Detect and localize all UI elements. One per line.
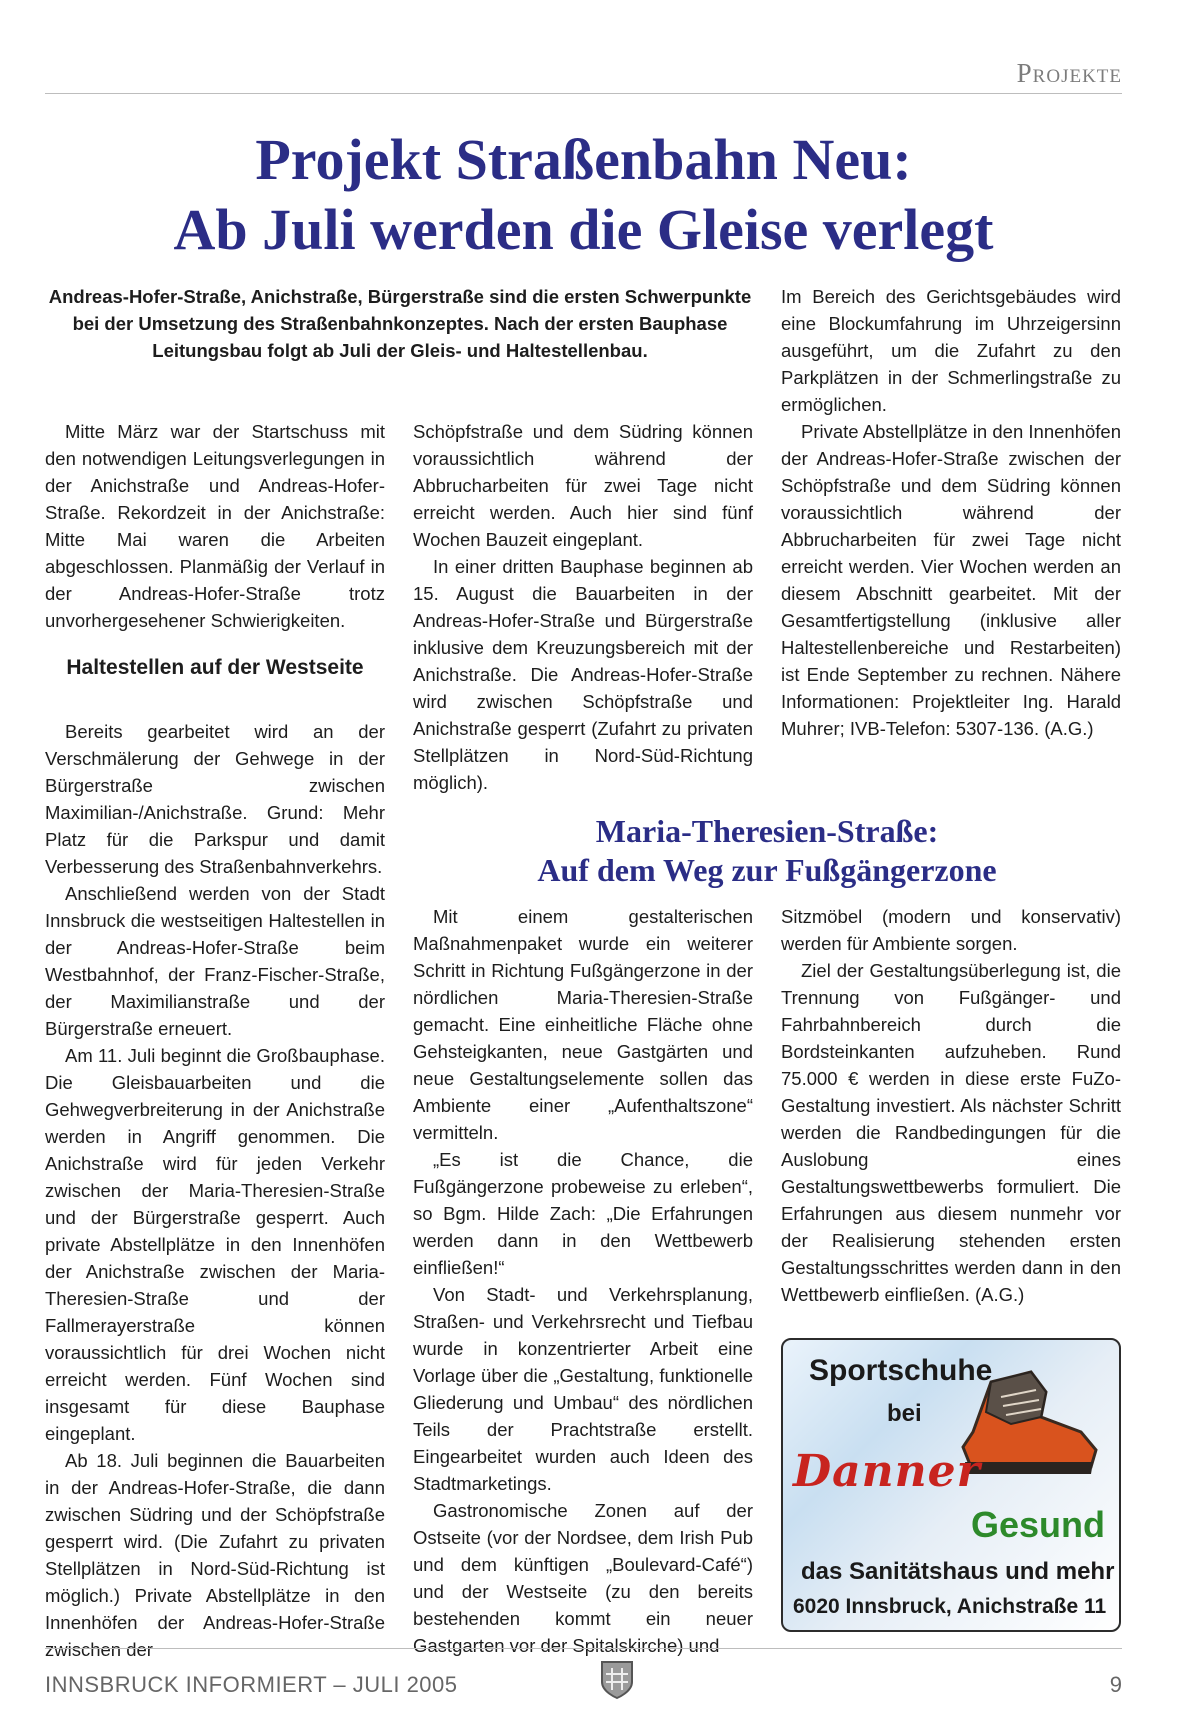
ad-brand-name: Danner: [793, 1446, 981, 1497]
paragraph: Anschließend werden von der Stadt Innsbruck die westseitigen Haltestellen in der Andreas-Hofer-Straße beim Westbahnhof, der Franz-Fischer-Straße, der Maximilianstraße und der Bürgerstraße erneuert.: [45, 883, 385, 1039]
article2-title-line1: Maria-Theresien-Straße:: [595, 813, 939, 849]
paragraph: Am 11. Juli beginnt die Großbauphase. Die Gleisbauarbeiten und die Gehwegverbreiterung in der Anichstraße werden in Angriff genommen. Die Anichstraße wird für jeden Verkehr zwischen der Maria-Theresien-Straße und der Bürgerstraße gesperrt. Auch private Abstellplätze in den Innenhöfen der Anichstraße zwischen der Maria-Theresien-Straße und der Fallmerayerstraße können voraussichtlich für drei Wochen nicht erreicht werden. Fünf Wochen sind insgesamt für diese Bauphase eingeplant.: [45, 1045, 385, 1444]
city-crest-icon: [600, 1660, 634, 1700]
ad-gesund: Gesund: [970, 1504, 1105, 1545]
subheading-haltestellen: Haltestellen auf der Westseite: [66, 656, 364, 679]
article1-column1-top: [45, 418, 385, 634]
paragraph: Ab 18. Juli beginnen die Bauarbeiten in der Andreas-Hofer-Straße, die dann zwischen Südring und der Schöpfstraße gesperrt wird. (Die Zufahrt zu privaten Stellplätzen in Nord-Süd-Richtung ist möglich.) Private Abstellplätze in den Innenhöfen der Andreas-Hofer-Straße zwischen der: [45, 1450, 385, 1660]
article1-column2: [413, 418, 753, 796]
article-lead: Andreas-Hofer-Straße, Anichstraße, Bürgerstraße sind die ersten Schwerpunkte bei der Umsetzung des Straßenbahnkonzeptes. Nach der ersten Bauphase Leitungsbau folgt ab Juli der Gleis- und Haltestellenbau.: [48, 286, 752, 361]
article2-column2: [781, 903, 1121, 1308]
paragraph: Von Stadt- und Verkehrsplanung, Straßen- und Verkehrsrecht und Tiefbau wurde in konzentrierter Arbeit eine Vorlage über die „Gestaltung, funktionelle Gliederung und Umbau“ des nördlichen Teils der Prachtstraße erstellt. Eingearbeitet wurden auch Ideen des Stadtmarketings.: [413, 1284, 753, 1494]
footer-rule: [45, 1648, 1122, 1649]
footer-publication: INNSBRUCK INFORMIERT – JULI 2005: [45, 1672, 458, 1697]
paragraph: Private Abstellplätze in den Innenhöfen der Andreas-Hofer-Straße zwischen der Schöpfstraße und dem Südring können voraussichtlich während der Abbrucharbeiten für zwei Tage nicht erreicht werden. Vier Wochen werden an diesem Abschnitt gearbeitet. Mit der Gesamtfertigstellung (inklusive aller Haltestellenbereiche und Restarbeiten) ist Ende September zu rechnen. Nähere Informationen: Projektleiter Ing. Harald Muhrer; IVB-Telefon: 5307-136. (A.G.): [781, 421, 1121, 739]
article1-column3: [781, 283, 1121, 742]
header-rule: [45, 93, 1122, 94]
paragraph: Bereits gearbeitet wird an der Verschmälerung der Gehwege in der Bürgerstraße zwischen Maximilian-/Anichstraße. Grund: Mehr Platz für die Parkspur und damit Verbesserung des Straßenbahnverkehrs.: [45, 721, 385, 877]
ad-shop-line: [801, 1558, 1114, 1586]
article2-column1: [413, 903, 753, 1659]
article-title-line1: Projekt Straßenbahn Neu:: [255, 127, 912, 192]
paragraph: Im Bereich des Gerichtsgebäudes wird eine Blockumfahrung im Uhrzeigersinn ausgeführt, um die Zufahrt zu den Parkplätzen in der Schmerlingstraße zu ermöglichen.: [781, 286, 1121, 415]
paragraph: Mit einem gestalterischen Maßnahmenpaket wurde ein weiterer Schritt in Richtung Fußgängerzone in der nördlichen Maria-Theresien-Straße gemacht. Eine einheitliche Fläche ohne Gehsteigkanten, neue Gastgärten und neue Gestaltungselemente sollen das Ambiente einer „Aufenthaltszone“ vermitteln.: [413, 906, 753, 1143]
paragraph: Sitzmöbel (modern und konservativ) werden für Ambiente sorgen.: [781, 906, 1121, 954]
advertisement-danner[interactable]: [781, 1338, 1121, 1632]
page-number: 9: [1109, 1672, 1122, 1697]
ad-shop-prefix: das: [801, 1558, 843, 1585]
article2-title-line2: Auf dem Weg zur Fußgängerzone: [537, 852, 997, 888]
paragraph: Schöpfstraße und dem Südring können voraussichtlich während der Abbrucharbeiten für zwei Tage nicht erreicht werden. Auch hier sind fünf Wochen Bauzeit eingeplant.: [413, 421, 753, 550]
ad-bei: bei: [887, 1400, 922, 1427]
paragraph: Ziel der Gestaltungsüberlegung ist, die Trennung von Fußgänger- und Fahrbahnbereich durch die Bordsteinkanten aufzuheben. Rund 75.000 € werden in diese erste FuZo-Gestaltung investiert. Als nächster Schritt werden die Randbedingungen für die Auslobung eines Gestaltungswettbewerbs formuliert. Die Erfahrungen aus diesem nunmehr vor der Realisierung stehenden ersten Gestaltungsschrittes werden dann in den Wettbewerb einfließen. (A.G.): [781, 960, 1121, 1305]
paragraph: Gastronomische Zonen auf der Ostseite (vor der Nordsee, dem Irish Pub und dem künftigen „Boulevard-Café“) und der Westseite (zu den bereits bestehenden kommt ein neuer Gastgarten vor der Spitalskirche) und: [413, 1500, 753, 1656]
paragraph: In einer dritten Bauphase beginnen ab 15. August die Bauarbeiten in der Andreas-Hofer-Straße und Bürgerstraße inklusive dem Kreuzungsbereich mit der Anichstraße. Die Andreas-Hofer-Straße wird zwischen Schöpfstraße und Anichstraße gesperrt (Zufahrt zu privaten Stellplätzen in Nord-Süd-Richtung möglich).: [413, 556, 753, 793]
article1-column1-bottom: [45, 718, 385, 1663]
ad-shop-name: Sanitätshaus und mehr: [849, 1558, 1115, 1585]
ad-title: Sportschuhe: [809, 1354, 993, 1387]
paragraph: „Es ist die Chance, die Fußgängerzone probeweise zu erleben“, so Bgm. Hilde Zach: „Die Erfahrungen werden dann in den Wettbewerb einfließen!“: [413, 1149, 753, 1278]
section-label: Projekte: [1016, 58, 1122, 88]
paragraph: Mitte März war der Startschuss mit den notwendigen Leitungsverlegungen in der Anichstraße und Andreas-Hofer-Straße. Rekordzeit in der Anichstraße: Mitte Mai waren die Arbeiten abgeschlossen. Planmäßig der Verlauf in der Andreas-Hofer-Straße trotz unvorhergesehener Schwierigkeiten.: [45, 421, 385, 631]
ad-address: 6020 Innsbruck, Anichstraße 11: [793, 1595, 1107, 1618]
article-title-line2: Ab Juli werden die Gleise verlegt: [173, 197, 994, 262]
